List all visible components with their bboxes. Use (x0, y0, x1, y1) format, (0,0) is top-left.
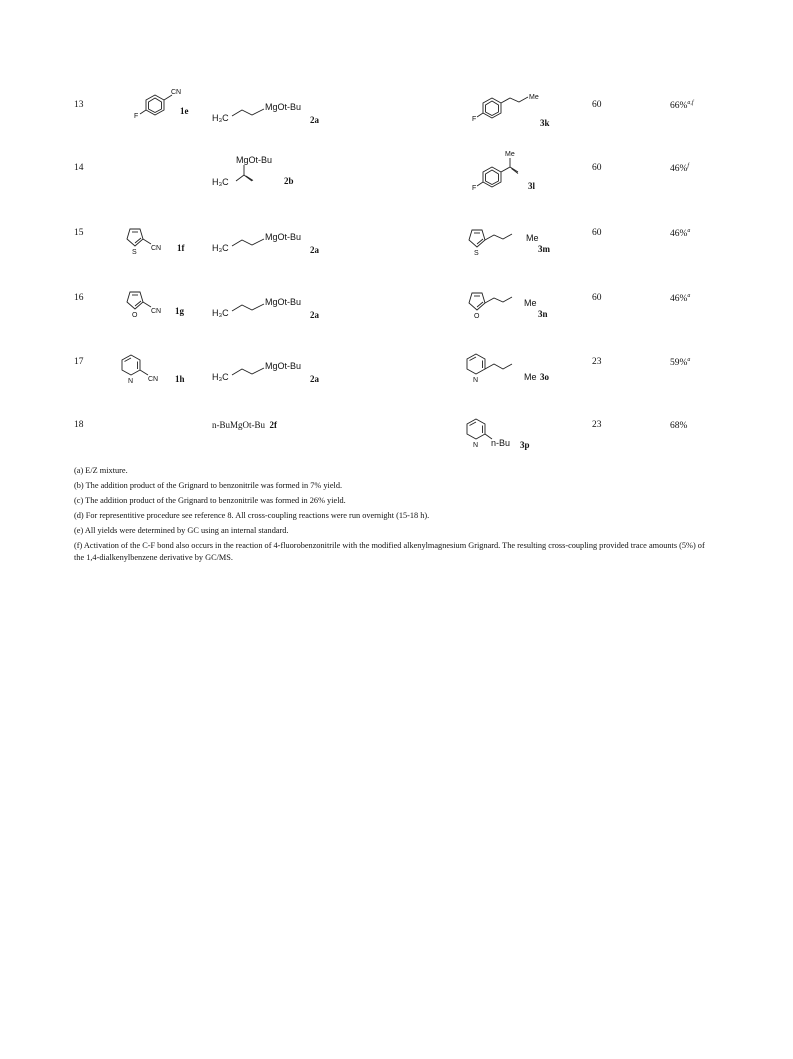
me-atom: Me (505, 151, 515, 158)
table-footnotes (74, 465, 714, 567)
grignard-structure-2a (212, 291, 332, 326)
cn-atom: CN (148, 376, 159, 383)
yield: 46%$^a$ (670, 228, 691, 240)
nbu-atom: n-Bu (491, 438, 511, 448)
h3c-atom: H₃C (212, 308, 229, 318)
product-label: 3n (538, 309, 548, 319)
product-structure-3m (462, 226, 562, 261)
entry-number: 14 (74, 163, 84, 173)
s-atom: S (474, 250, 479, 257)
entry-number: 15 (74, 228, 84, 238)
nitrile-structure-1g (115, 289, 195, 324)
grignard-label: 2a (310, 245, 319, 255)
me-atom: Me (524, 298, 537, 308)
entry-number: 16 (74, 293, 84, 303)
product-structure-3n (462, 289, 562, 324)
grignard-structure-2a (212, 355, 332, 390)
temperature: 60 (592, 100, 602, 110)
mgotbu-atom: MgOt-Bu (265, 232, 302, 242)
h3c-atom: H₃C (212, 372, 229, 382)
nitrile-label: 1g (175, 306, 184, 316)
table-row-13 (0, 89, 793, 160)
grignard-label: 2a (310, 374, 319, 384)
o-atom: O (132, 312, 138, 319)
h3c-atom: H₃C (212, 177, 229, 187)
mgotbu-atom: MgOt-Bu (265, 102, 302, 112)
product-label: 3o (540, 372, 549, 382)
product-label: 3p (520, 440, 530, 450)
table-row-15 (0, 228, 793, 288)
product-structure-3o (462, 349, 562, 389)
entry-number: 13 (74, 100, 84, 110)
footnote-e: (e) All yields were determined by GC using an internal standard. (74, 526, 289, 535)
f-atom: F (134, 113, 139, 120)
cn-atom: CN (171, 89, 182, 96)
f-atom: F (472, 185, 477, 192)
cn-atom: CN (151, 308, 162, 315)
o-atom: O (474, 313, 480, 320)
mgotbu-atom: MgOt-Bu (265, 361, 302, 371)
grignard-label: 2b (284, 176, 294, 186)
product-label: 3m (538, 244, 550, 254)
nitrile-label: 1h (175, 374, 185, 384)
yield: 66%$^{a,f}$ (670, 100, 694, 112)
nitrile-label: 1f (177, 243, 185, 253)
n-atom: N (128, 378, 134, 385)
nitrile-structure-1e (115, 88, 195, 133)
temperature: 60 (592, 228, 602, 238)
product-label: 3l (528, 181, 536, 191)
nitrile-label: 1e (180, 106, 189, 116)
temperature: 60 (592, 293, 602, 303)
footnote-f: (f) Activation of the C-F bond also occurs in the reaction of 4-fluorobenzonitrile with the modified alkenylmagnesium Grignard. The resulting cross-coupling provided trace amounts (5%) of the 1,4-dialkenylbenzene derivative by GC/MS. (74, 541, 705, 562)
grignard-label: 2a (310, 310, 319, 320)
entry-number: 17 (74, 357, 84, 367)
f-atom: F (472, 116, 477, 123)
product-label: 3k (540, 118, 550, 128)
footnote-d: (d) For representitive procedure see reference 8. All cross-coupling reactions were run overnight (15-18 h). (74, 511, 430, 520)
grignard-structure-2b (212, 153, 322, 198)
footnote-b: (b) The addition product of the Grignard to benzonitrile was formed in 7% yield. (74, 481, 343, 490)
footnote-c: (c) The addition product of the Grignard to benzonitrile was formed in 26% yield. (74, 496, 346, 505)
n-atom: N (473, 442, 479, 449)
table-row-14 (0, 151, 793, 223)
product-structure-3k (470, 90, 570, 135)
temperature: 60 (592, 163, 602, 173)
nitrile-structure-1f (115, 226, 195, 261)
me-atom: Me (529, 94, 539, 101)
h3c-atom: H₃C (212, 243, 229, 253)
me-atom: Me (526, 233, 539, 243)
yield: 59%$^a$ (670, 357, 691, 369)
table-row-16 (0, 293, 793, 353)
temperature: 23 (592, 420, 602, 430)
h3c-atom: H₃C (212, 113, 229, 123)
temperature: 23 (592, 357, 602, 367)
footnote-a: (a) E/Z mixture. (74, 466, 128, 475)
mgotbu-atom: MgOt-Bu (236, 155, 273, 165)
yield: 68% (670, 421, 688, 432)
table-row-17 (0, 357, 793, 417)
cn-atom: CN (151, 245, 162, 252)
n-atom: N (473, 377, 479, 384)
grignard-2f: n-BuMgOt-Bu 2f (212, 420, 278, 430)
me-atom: Me (524, 372, 537, 382)
grignard-structure-2a (212, 226, 332, 261)
nitrile-structure-1h (115, 351, 195, 391)
entry-number: 18 (74, 420, 84, 430)
yield: 46%$^f$ (670, 163, 690, 175)
s-atom: S (132, 249, 137, 256)
grignard-label: 2a (310, 115, 319, 125)
grignard-structure-2a (212, 96, 332, 131)
product-structure-3l (470, 145, 570, 200)
product-structure-3p (462, 414, 562, 454)
mgotbu-atom: MgOt-Bu (265, 297, 302, 307)
yield: 46%$^a$ (670, 293, 691, 305)
